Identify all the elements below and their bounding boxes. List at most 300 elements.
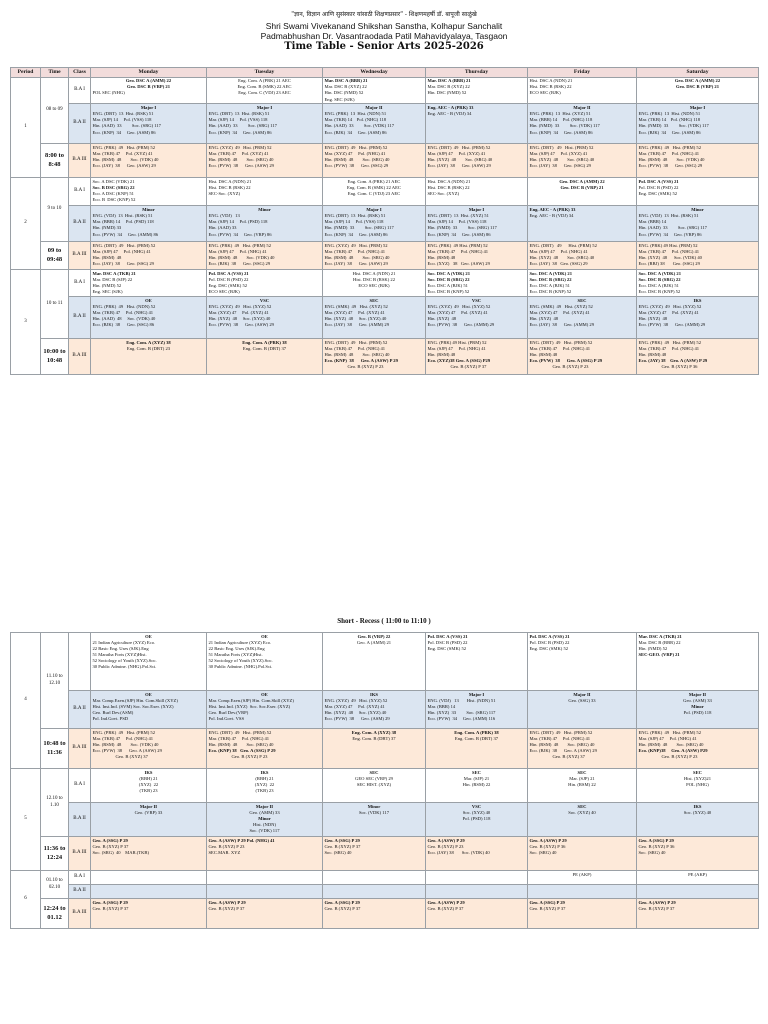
cell-line: Mar. (TKB) 47 Pol. (NHG) 41 bbox=[92, 735, 154, 741]
time-slot: 11:36 to 12:24 bbox=[41, 837, 69, 871]
cell-line: Hin. (XYZ) 48 bbox=[638, 316, 668, 322]
timetable-cell bbox=[91, 297, 207, 339]
cell-line: Eng. Com. A (XYZ) 38 bbox=[126, 339, 171, 345]
timetable-cell bbox=[528, 104, 637, 144]
timetable-cell bbox=[528, 837, 637, 871]
cell-line: Eco. (PVW) 38 Geo. A (ASW) 29 bbox=[92, 748, 162, 754]
cell-line: SEC bbox=[369, 769, 379, 775]
timetable-cell bbox=[91, 242, 207, 270]
cell-line: Hin. (RSM) 48 Soc. (SRG) 40 bbox=[324, 351, 390, 357]
cell-line: Soc. (VDK) 117 bbox=[358, 809, 390, 815]
cell-line: Geo. B (XYZ) P 23 bbox=[427, 843, 464, 849]
timetable-cell bbox=[426, 242, 528, 270]
cell-line: Hin. (RSM) 48 bbox=[427, 351, 456, 357]
cell-line: ECO SEC (BJK) bbox=[529, 90, 561, 96]
cell-line: Hin. (NMD) 33 bbox=[92, 225, 122, 231]
cell-line: Eng. DSC (SMK) 52 bbox=[529, 645, 569, 651]
cell-line: Pol. DSC A (VSS) 21 bbox=[427, 633, 468, 639]
cell-line: ENG. (DBT) 49 Hist. (PRM) 52 bbox=[208, 729, 272, 735]
cell-line: Minor bbox=[691, 703, 704, 709]
timetable-cell bbox=[323, 885, 426, 899]
timetable-cell bbox=[207, 206, 323, 242]
cell-line: Geo. A (ASW) P 29 bbox=[638, 899, 676, 905]
cell-line: Mar. DSC B (SJP) 22 bbox=[92, 276, 133, 282]
cell-line: Eng. Com. B (SMK) 22 AEC bbox=[347, 184, 401, 190]
cell-line: Eng. Com. B (DBT) 37 bbox=[352, 735, 396, 741]
timetable-cell bbox=[426, 803, 528, 837]
cell-line: ENG. (DBT) 49 Hist. (PRM) 52 bbox=[529, 339, 593, 345]
cell-line: Geo. B (XYZ) P 23 bbox=[529, 364, 589, 370]
cell-line: Soc. B DSC (SRG) 22 bbox=[92, 184, 135, 190]
cell-line: Eng. AEC - A (PRK) 33 bbox=[529, 206, 576, 212]
cell-line: Mar. (SJP) 47 Pol. (XYZ) 41 bbox=[427, 150, 486, 156]
timetable-row bbox=[11, 178, 759, 206]
cell-line: ENG. (PRK) 49 Hist. (PRM) 52 bbox=[638, 144, 702, 150]
cell-line: Major II bbox=[573, 691, 591, 697]
cell-line: (RBH) 21 bbox=[139, 775, 158, 781]
timetable-cell bbox=[91, 270, 207, 297]
cell-line: Eco. (KNP) 34 Geo. (ASM) 86 bbox=[324, 231, 388, 237]
timetable-cell bbox=[91, 144, 207, 178]
cell-line: Pol. DSC B (PSD) 22 bbox=[427, 639, 468, 645]
cell-line: Hin. (RSM) 48 Soc. (VDK) 40 bbox=[92, 741, 159, 747]
cell-line: Hin. DSC (NMD) 52 bbox=[324, 90, 364, 96]
timetable-cell bbox=[207, 837, 323, 871]
timetable-cell bbox=[91, 899, 207, 929]
cell-line: SEC-GEO. (VRP) 21 bbox=[638, 652, 680, 658]
cell-line: OE bbox=[145, 297, 152, 303]
cell-line: Soc. (SRG) 40 bbox=[324, 849, 352, 855]
cell-line: Hin. (NMD) 52 bbox=[638, 645, 668, 651]
cell-line: Eng. Com. A (PRK) 38 bbox=[454, 729, 499, 735]
cell-line: Eng. DSC (SMK) 52 bbox=[427, 645, 467, 651]
timetable-cell bbox=[426, 339, 528, 375]
cell-line: ENG. (XYZ) 49 Hist. (XYZ) 52 bbox=[638, 303, 702, 309]
cell-line: Hist. DSC A (NDN) 21 bbox=[427, 178, 471, 184]
cell-line: Mar. (BBR) 14 bbox=[638, 219, 667, 225]
cell-line: ENG. (VDJ) 13 bbox=[208, 212, 240, 218]
timetable-cell bbox=[637, 633, 759, 691]
timetable-cell bbox=[528, 77, 637, 104]
timetable-cell bbox=[207, 242, 323, 270]
cell-line: IKS bbox=[370, 691, 378, 697]
cell-line: Soc. (XYZ) 40 bbox=[462, 809, 491, 815]
cell-line: Pol. Ind.Govt. VSS bbox=[208, 716, 245, 722]
timetable-cell bbox=[528, 144, 637, 178]
cell-line: 30 Public Admine. (NHG).Pol.Sci. bbox=[92, 664, 157, 670]
timetable-row bbox=[11, 885, 759, 899]
cell-line: Geo. B (XYZ) P 23 bbox=[208, 843, 245, 849]
timetable-cell bbox=[91, 729, 207, 769]
cell-line: Eco. (PVW) 38 Geo. A (SSG) P 29 bbox=[529, 358, 603, 364]
cell-line: Hin. (RSM) 48 bbox=[529, 351, 558, 357]
cell-line: ENG. (VDJ) 13 Hist. (RSK) 51 bbox=[638, 212, 699, 218]
cell-line: ENG. (DBT) 13 Hist. (RSK) 51 bbox=[208, 110, 270, 116]
class-name: B.A II bbox=[69, 885, 91, 899]
cell-line: Soc. DSC A (VDK) 21 bbox=[529, 270, 572, 276]
cell-line: Hin. (XYZ) 48 Soc. (XYZ) 40 bbox=[324, 710, 387, 716]
cell-line: Geo. B (XYZ) P 23 bbox=[638, 754, 698, 760]
timetable-cell bbox=[528, 885, 637, 899]
cell-line: Hin. (RSM) 48 Soc. (SRG) 40 bbox=[638, 741, 704, 747]
cell-line: Mar. DSC A (TKB) 21 bbox=[638, 633, 682, 639]
timetable-cell bbox=[426, 885, 528, 899]
cell-line: Eco. (JAY) 38 Geo. (SSG) 29 bbox=[529, 163, 591, 169]
cell-line: Soc. (SRG) 40 bbox=[638, 849, 666, 855]
cell-line: Eco. (PVW) 34 Geo. (AMM) 116 bbox=[427, 716, 496, 722]
cell-line: Hin. (AAD) 33 Soc. (VDK) 117 bbox=[324, 123, 394, 129]
timetable-cell bbox=[323, 729, 426, 769]
timetable-cell bbox=[323, 297, 426, 339]
timetable-row bbox=[11, 691, 759, 729]
cell-line: Major II bbox=[139, 803, 158, 809]
cell-line: Eco. (JAY) 38 Geo. (SSG) 29 bbox=[92, 261, 154, 267]
cell-line: Hist. DSC A (NDN) 21 bbox=[529, 78, 573, 84]
cell-line: Pol. DSC A (VSS) 21 bbox=[638, 178, 679, 184]
cell-line: Soc. DSC A (VDK) 21 bbox=[427, 270, 470, 276]
timetable-cell bbox=[323, 77, 426, 104]
cell-line: Minor bbox=[691, 206, 704, 212]
timetable-cell bbox=[528, 339, 637, 375]
class-name bbox=[69, 633, 91, 691]
timetable-cell bbox=[637, 104, 759, 144]
cell-line: Mar. DSC A (BBR) 21 bbox=[324, 78, 368, 84]
cell-line: Hin. (XYZ) 48 bbox=[427, 316, 457, 322]
cell-line: Eco. (JAY) 38 Geo. (AMM) 29 bbox=[324, 322, 390, 328]
cell-line: ENG. (DBT) 13 Hist. (XYZ) 51 bbox=[427, 212, 489, 218]
timetable-cell bbox=[207, 270, 323, 297]
column-header: Wednesday bbox=[323, 68, 426, 78]
timetable-cell bbox=[528, 633, 637, 691]
cell-line: Mar. (TKB) 47 Pol. (NHG) 41 bbox=[638, 248, 700, 254]
timetable-cell bbox=[91, 178, 207, 206]
timetable-cell bbox=[323, 178, 426, 206]
cell-line: Soc. DSC B (SRG) 22 bbox=[427, 276, 470, 282]
cell-line: Eco. (KNP) 34 Geo. (ASM) 86 bbox=[92, 129, 156, 135]
cell-line: Hin. (NMD) 33 Soc. (SRG) 117 bbox=[427, 225, 497, 231]
cell-line: Hin. (RSM) 48 Soc. (SRG) 40 bbox=[529, 741, 595, 747]
cell-line: Geo. DSC B (VRP) 21 bbox=[127, 84, 170, 90]
cell-line: ENG. (DBT) 49 Hist. (PRM) 52 bbox=[427, 144, 491, 150]
cell-line: VSC bbox=[471, 297, 482, 303]
period-number: 4 bbox=[11, 633, 41, 769]
timetable-cell bbox=[207, 633, 323, 691]
timetable-cell bbox=[637, 144, 759, 178]
timetable-cell bbox=[426, 206, 528, 242]
cell-line: Mar. (SJP) 14 Pol. (PSD) 118 bbox=[208, 219, 268, 225]
cell-line: Mar. (SJP) 21 bbox=[463, 775, 490, 781]
timetable-cell bbox=[323, 803, 426, 837]
cell-line: Mar. DSC B (BBR) 22 bbox=[638, 639, 681, 645]
timetable-cell bbox=[323, 144, 426, 178]
cell-line: Eco. (PVW) 38 Geo. (AMM) 29 bbox=[638, 322, 706, 328]
cell-line: ECO SEC (BJK) bbox=[208, 289, 240, 295]
cell-line: Mar. (TKB) 14 Pol. (NHG) 118 bbox=[324, 117, 387, 123]
cell-line: Eco. (JAY) 38 Geo. (SSG) 29 bbox=[529, 261, 588, 267]
cell-line: Geo. A (SSG) P 29 bbox=[92, 899, 128, 905]
cell-line: Geo. B (XYZ) P 37 bbox=[92, 905, 129, 911]
timetable-cell bbox=[323, 691, 426, 729]
cell-line: Eco. DSC B (KNP) 52 bbox=[638, 289, 681, 295]
cell-line: ENG. (PRK) 49 Hist. (PRM) 52 bbox=[638, 339, 702, 345]
cell-line: Mar. (TKB) 14 Pol. (NHG) 118 bbox=[638, 117, 701, 123]
cell-line: Eco. (BJK) 38 Geo. A (ASW) 29 bbox=[529, 748, 597, 754]
cell-line: OE bbox=[261, 691, 268, 697]
cell-line: Eco. DSC A (BJK) 51 bbox=[427, 283, 468, 289]
cell-line: Geo. (ASM) 33 bbox=[683, 697, 712, 703]
cell-line: Mar. (TKB) 47 Pol. (NHG) 41 bbox=[638, 150, 700, 156]
cell-line: ENG. (DBT) 49 Hist. (PRM) 52 bbox=[324, 144, 388, 150]
cell-line: SEC.MAR. XYZ bbox=[208, 849, 241, 855]
cell-line: Major I bbox=[468, 206, 485, 212]
cell-line: Eco. DSC A (BJK) 51 bbox=[638, 283, 679, 289]
column-header: Period bbox=[11, 68, 41, 78]
cell-line: Mar. (SJP) 47 Pol. (NHG) 41 bbox=[427, 345, 486, 351]
cell-line: Pol. DSC A (VSS) 21 bbox=[529, 633, 570, 639]
cell-line: VSC bbox=[259, 297, 270, 303]
cell-line: OE bbox=[261, 633, 268, 639]
cell-line: Eco. (KNP) 38 Geo. A (SSG) P 29 bbox=[208, 748, 276, 754]
timetable-cell bbox=[91, 206, 207, 242]
cell-line: ENG. (XYZ) 49 Hist. (XYZ) 52 bbox=[324, 697, 388, 703]
cell-line: ENG. (DBT) 49 Hist. (PRM) 52 bbox=[92, 242, 156, 248]
cell-line: Geo. DSC B (VRP) 21 bbox=[560, 184, 604, 190]
cell-line: Geo. B (XYZ) P 23 bbox=[324, 364, 384, 370]
timetable-cell bbox=[637, 339, 759, 375]
cell-line: Geo. DSC A (AMM) 22 bbox=[125, 78, 172, 84]
cell-line: GEO SEC (VRP) 29 bbox=[355, 775, 393, 781]
cell-line: Eng. Com. A (PRK) 21 AEC bbox=[238, 78, 291, 84]
cell-line: Hin. (RSM) 22 bbox=[568, 781, 596, 787]
cell-line: Eco. (KNP) 34 Geo. (ASM) 86 bbox=[427, 231, 491, 237]
timetable-cell bbox=[528, 270, 637, 297]
cell-line: Eco. (PVW) 38 Geo. (ASW) 29 bbox=[208, 322, 274, 328]
period-number: 1 bbox=[11, 77, 41, 178]
timetable-cell bbox=[323, 104, 426, 144]
cell-line: SEC bbox=[693, 769, 702, 775]
timetable-cell bbox=[637, 899, 759, 929]
cell-line: Geo. B (XYZ) P 37 bbox=[208, 905, 245, 911]
cell-line: Soc. DSC B (SRG) 22 bbox=[529, 276, 572, 282]
timetable-cell bbox=[528, 899, 637, 929]
cell-line: Geo. B (XYZ) P 37 bbox=[324, 843, 361, 849]
cell-line: Mar. (SJP) 47 Pol. (NHG) 41 bbox=[208, 248, 267, 254]
class-name: B.A II bbox=[69, 297, 91, 339]
cell-line: Hin. (RSM) 48 bbox=[92, 255, 122, 261]
cell-line: Hin. (XYZ) 48 Soc. (XYZ) 40 bbox=[208, 316, 271, 322]
cell-line: ENG. (PRK) 49 Hist. (PRM) 52 bbox=[638, 729, 702, 735]
cell-line: Hin. (AAD) 33 bbox=[208, 225, 237, 231]
timetable-row bbox=[11, 77, 759, 104]
timetable-cell bbox=[91, 691, 207, 729]
cell-line: Geo. A (AMM) 21 bbox=[356, 639, 392, 645]
cell-line: Eco. (PVW) 38 Geo. (ASW) 29 bbox=[208, 163, 274, 169]
cell-line: Geo. (VRP) 33 bbox=[134, 809, 163, 815]
timetable-cell bbox=[426, 144, 528, 178]
cell-line: Hin. (RSM) 48 Soc. (SRG) 40 bbox=[324, 255, 390, 261]
cell-line: Hin. (XYZ) 48 Soc. (SRG) 40 bbox=[529, 157, 595, 163]
timetable-cell bbox=[528, 871, 637, 885]
timetable-row bbox=[11, 633, 759, 691]
cell-line: Geo. B (XYZ) P 37 bbox=[92, 843, 129, 849]
cell-line: Eco. DSC B (KNP) 52 bbox=[427, 289, 470, 295]
cell-line: IKS bbox=[693, 803, 702, 809]
cell-line: Geo. B (XYZ) P 37 bbox=[638, 905, 675, 911]
cell-line: ENG. (PRK) 49 Hist. (PRM) 52 bbox=[427, 242, 488, 248]
cell-line: ENG. (VDJ) 13 Hist. (RSK) 51 bbox=[92, 212, 153, 218]
cell-line: 30 Public Admine. (NHG).Pol.Sci. bbox=[208, 664, 273, 670]
cell-line: Major I bbox=[468, 691, 485, 697]
cell-line: Major II bbox=[688, 691, 707, 697]
timetable-cell bbox=[637, 206, 759, 242]
class-name: B.A I bbox=[69, 270, 91, 297]
timetable-cell bbox=[426, 104, 528, 144]
cell-line: Hin. (RSM) 48 Soc. (SRG) 40 bbox=[324, 157, 390, 163]
class-name: B.A II bbox=[69, 104, 91, 144]
cell-line: Eco. (PVW) 34 Geo. (AMM) 86 bbox=[92, 231, 159, 237]
cell-line: 52 Sociology of Youth (XYZ).Soc. bbox=[208, 658, 273, 664]
cell-line: Soc. DSC A (VDK) 21 bbox=[638, 270, 681, 276]
cell-line: Mar. (XYZ) 47 Pol. (XYZ) 41 bbox=[324, 703, 385, 709]
cell-line: Mar. DSC A (BBR) 21 bbox=[427, 78, 471, 84]
cell-line: 21 Indian Agriculture (XYZ) Eco. bbox=[92, 639, 156, 645]
cell-line: (RBH) 21 bbox=[255, 775, 274, 781]
timetable-cell bbox=[637, 178, 759, 206]
timetable-cell bbox=[426, 871, 528, 885]
timetable-cell bbox=[207, 297, 323, 339]
timetable-cell bbox=[207, 339, 323, 375]
cell-line: SEC bbox=[369, 297, 379, 303]
cell-line: Mar. (SJP) 47 Pol. (NHG) 41 bbox=[638, 735, 697, 741]
cell-line: Hin. DSC (NMD) 52 bbox=[427, 90, 467, 96]
cell-line: ENG. (PRK) 49 Hist. (PRM) 52 bbox=[92, 144, 156, 150]
timetable-cell bbox=[637, 691, 759, 729]
cell-line: OE bbox=[145, 691, 152, 697]
time-slot: 12:24 to 01.12 bbox=[41, 899, 69, 929]
cell-line: Hin. (XYZ) 48 Soc. (SRG) 40 bbox=[529, 255, 595, 261]
cell-line: Mar. (BBR) 14 bbox=[427, 703, 456, 709]
cell-line: Hist. (NDN) bbox=[253, 822, 276, 828]
cell-line: Eco. (JAY) 38 Geo. A (ASW) P 29 bbox=[638, 358, 708, 364]
timetable-row bbox=[11, 242, 759, 270]
cell-line: Hin. (RSM) 48 Soc. (VDK) 40 bbox=[92, 157, 159, 163]
timetable-row bbox=[11, 339, 759, 375]
timetable-cell bbox=[323, 871, 426, 885]
cell-line: Mar. DSC B (XYZ) 22 bbox=[324, 84, 367, 90]
cell-line: Geo. A (SSG) P 29 bbox=[638, 837, 674, 843]
cell-line: Mar. (XYZ) 47 Pol. (XYZ) 41 bbox=[324, 309, 385, 315]
cell-line: Eng. DSC (SMK) 52 bbox=[638, 191, 678, 197]
cell-line: Eco. (PVW) 34 Geo. (VRP) 86 bbox=[638, 231, 702, 237]
cell-line: Geo. A (ASW) P 29 bbox=[427, 837, 465, 843]
cell-line: Mar. (TKB) 47 Pol. (NHG) 41 bbox=[529, 345, 591, 351]
timetable-part-2 bbox=[10, 632, 759, 929]
cell-line: Hin. (RSM) 48 Soc. (VDK) 40 bbox=[638, 157, 705, 163]
cell-line: Eng. Com. B (DBT) 37 bbox=[242, 345, 287, 351]
cell-line: Mar. (SJP) 21 bbox=[569, 775, 595, 781]
timetable-cell bbox=[207, 144, 323, 178]
cell-line: Geo. A (SSG) P 29 bbox=[529, 899, 565, 905]
cell-line: Hin. (NMD) 33 Soc. (VDK) 117 bbox=[638, 123, 709, 129]
cell-line: Mar. (BBR) 14 Pol. (NHG) 118 bbox=[529, 117, 593, 123]
timetable-row bbox=[11, 871, 759, 885]
time-slot: 9 to 10 bbox=[41, 178, 69, 242]
period-number: 3 bbox=[11, 270, 41, 375]
cell-line: Major I bbox=[256, 104, 273, 110]
class-name: B.A II bbox=[69, 206, 91, 242]
cell-line: Eng. Com. B (SMK) 22 AEC bbox=[237, 84, 292, 90]
column-header: Tuesday bbox=[207, 68, 323, 78]
cell-line: Mar. (TKB) 47 Pol. (XYZ) 41 bbox=[208, 150, 269, 156]
cell-line: Mar. (TKB) 47 Pol. (NHG) 41 bbox=[529, 735, 591, 741]
timetable-cell bbox=[426, 691, 528, 729]
cell-line: SEC bbox=[577, 297, 587, 303]
cell-line: ENG. (PRK) 49 Hist. (PRM) 52 bbox=[427, 339, 487, 345]
cell-line: Mar. (XYZ) 47 Pol. (XYZ) 41 bbox=[638, 309, 699, 315]
timetable-cell bbox=[637, 803, 759, 837]
timetable-cell bbox=[528, 691, 637, 729]
timetable-cell bbox=[637, 871, 759, 885]
cell-line: Eng. DSC (SMK) 52 bbox=[208, 283, 248, 289]
cell-line: Geo. A (ASW) P 29 Pol. (NHG) 41 bbox=[208, 837, 275, 843]
cell-line: Hist. Inst.Ind. (SVM) Soc. Soc.Exer. (XYZ) bbox=[92, 703, 174, 709]
timetable-cell bbox=[207, 729, 323, 769]
cell-line: Eco. DSC A (BJK) 51 bbox=[529, 283, 570, 289]
time-slot: 09 to 09:48 bbox=[41, 242, 69, 270]
class-name: B.A I bbox=[69, 871, 91, 885]
cell-line: Eng. Com. C (VDJ) 23 AEC bbox=[238, 90, 291, 96]
cell-line: Soc. A DSC (VDK) 21 bbox=[92, 178, 135, 184]
cell-line: Geo. B (VRP) 22 bbox=[357, 633, 391, 639]
class-name: B.A III bbox=[69, 144, 91, 178]
cell-line: ENG. (DBT) 13 Hist. (RSK) 51 bbox=[92, 110, 154, 116]
class-name: B.A I bbox=[69, 178, 91, 206]
cell-line: ENG. (PRK) 13 Hist. (NDN) 51 bbox=[324, 110, 387, 116]
cell-line: Eco. (XYZ) 38 Geo. (ASW) 29 bbox=[427, 261, 490, 267]
cell-line: Hin. (NMD) 52 bbox=[92, 283, 122, 289]
period-number: 2 bbox=[11, 178, 41, 270]
timetable-cell bbox=[528, 729, 637, 769]
class-name: B.A III bbox=[69, 837, 91, 871]
cell-line: ENG. (XYZ) 49 Hist. (PRM) 52 bbox=[208, 144, 272, 150]
cell-line: Mar. (TKB) 47 Pol. (NHG) 41 bbox=[427, 248, 489, 254]
cell-line: Hist. DSC B (RSK) 22 bbox=[529, 84, 572, 90]
cell-line: Eco. (BJK) 34 Geo. (ASM) 86 bbox=[324, 129, 387, 135]
cell-line: POL SEC (NHG) bbox=[92, 90, 125, 96]
column-header: Thursday bbox=[426, 68, 528, 78]
cell-line: Eco. (KNP) 34 Geo. (ASM) 86 bbox=[208, 129, 272, 135]
timetable-cell bbox=[207, 769, 323, 803]
cell-line: Major II bbox=[573, 104, 591, 110]
timetable-part-1 bbox=[10, 67, 759, 375]
cell-line: Hin. (AAD) 33 Soc. (SRG) 117 bbox=[92, 123, 161, 129]
cell-line: Hin. (XYZ) 48 Soc. (VDK) 40 bbox=[638, 255, 702, 261]
cell-line: Mar. (TKB) 47 Pol. (XYZ) 41 bbox=[92, 150, 153, 156]
cell-line: Pol. (PSD) 118 bbox=[683, 710, 712, 716]
timetable-cell bbox=[426, 837, 528, 871]
cell-line: Hin. (XYZ) 33 Soc. (SRG) 117 bbox=[427, 710, 496, 716]
cell-line: Geo. B (XYZ) 37 bbox=[92, 754, 148, 760]
timetable-cell bbox=[426, 297, 528, 339]
cell-line: ENG. (DBT) 49 Hist. (PRM) 52 bbox=[529, 729, 593, 735]
column-header: Friday bbox=[528, 68, 637, 78]
cell-line: Pol. DSC B (PSD) 22 bbox=[529, 639, 570, 645]
cell-line: 51 Maratha Forts (XYZ)Hist. bbox=[92, 652, 147, 658]
cell-line: Mar. (SJP) 14 Pol. (VSS) 118 bbox=[92, 117, 152, 123]
period-number: 6 bbox=[11, 871, 41, 929]
cell-line: Major II bbox=[255, 803, 274, 809]
cell-line: Eco. (PVW) 38 Geo. (ASM) 29 bbox=[324, 716, 390, 722]
